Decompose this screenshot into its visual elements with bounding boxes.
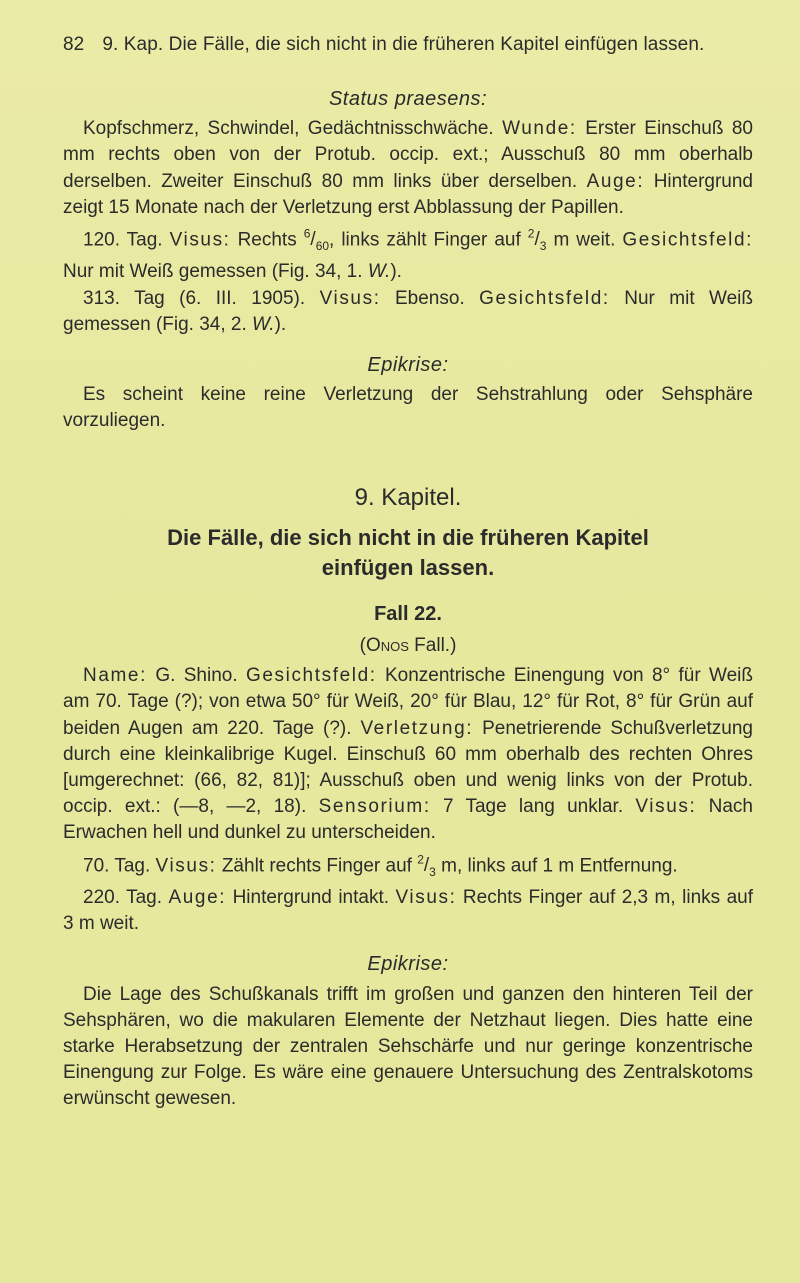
label-visus: Visus: [155,854,217,876]
epikrise-heading-2: Epikrise: [367,953,449,976]
case-paragraph-1: Name: G. Shino. Gesichtsfeld: Konzentrische Einengung von 8° für Weiß am 70. Tage (?); von etwa 50° für Weiß, 20° für Blau, 12° für Rot, 8° für Grün auf beiden Augen am 220. Tage (?). Verletzung: Penetrierende Schußverletzung durch eine kleinkalibrige Kugel. Einschuß 60 mm oberhalb des rechten Ohres [umgerechnet: (66, 82, 81)]; Ausschuß oben und wenig links von der Protub. occip. ext.: (—8, —2, 18). Sensorium: 7 Tage lang unklar. Visus: Nach Erwachen hell und dunkel zu unterscheiden. [63,665,753,844]
label-gesichtsfeld: Gesichtsfeld: [245,665,377,687]
label-sensorium: Sensorium: [318,796,431,818]
running-title: 9. Kap. Die Fälle, die sich nicht in die früheren Kapitel einfügen lassen. [102,34,705,55]
label-gesichtsfeld: Gesichtsfeld: [622,229,753,251]
label-gesichtsfeld: Gesichtsfeld: [479,287,610,309]
label-wunde: Wunde: [502,118,577,140]
label-visus: Visus: [169,229,231,251]
label-verletzung: Verletzung: [360,717,474,739]
label-auge: Auge: [168,886,227,908]
case-paragraph-2: 70. Tag. Visus: Zählt rechts Finger auf $^2/_3$ m, links auf 1 m Entfernung. [83,852,678,879]
fraction-2-3: $^2/_3$ [417,852,436,879]
running-head [63,34,743,56]
epikrise-paragraph: Es scheint keine reine Verletzung der Sehstrahlung oder Sehsphäre vorzuliegen. [63,384,753,432]
case-paragraph-3: 220. Tag. Auge: Hintergrund intakt. Visus: Rechts Finger auf 2,3 m, links auf 3 m weit. [63,886,754,935]
case-subtitle: (Onos Fall.) [359,634,457,656]
page-number: 82 [63,34,85,55]
status-paragraph-1: Kopfschmerz, Schwindel, Gedächtnisschwäche. Wunde: Erster Einschuß 80 mm rechts oben von der Protub. occip. ext.; Ausschuß 80 mm oberhalb derselben. Zweiter Einschuß 80 mm links über derselben. Auge: Hintergrund zeigt 15 Monate nach der Verletzung erst Abblassung der Papillen. [63,118,753,218]
fraction-6-60: $^6/_{60}$ [303,227,330,254]
status-praesens-heading: Status praesens: [328,88,488,110]
label-visus: Visus: [635,796,697,818]
epikrise-heading: Epikrise: [367,353,449,376]
label-auge: Auge: [586,170,645,192]
case-title: Fall 22. [374,602,442,625]
label-visus: Visus: [319,287,381,309]
epikrise-paragraph-2: Die Lage des Schußkanals trifft im großen und ganzen den hinteren Teil der Sehsphären, wo die makularen Elemente der Netzhaut liegen. Dies hatte eine starke Herabsetzung der zentralen Sehschärfe und nur geringe konzentrische Einengung zur Folge. Es wäre eine genauere Untersuchung des Zentralskotoms erwünscht gewesen. [63,983,753,1110]
page-content [63,86,753,1113]
chapter-title: Die Fälle, die sich nicht in die früheren Kapitel einfügen lassen. [167,524,649,580]
fraction-2-3: $^2/_3$ [527,227,547,254]
label-name: Name: [83,665,147,687]
status-paragraph-2: 120. Tag. Visus: Rechts $^6/_{60}$, links zählt Finger auf $^2/_3$ m weit. Gesichtsfeld: Nur mit Weiß gemessen (Fig. 34, 1. W.). [63,227,753,283]
label-visus: Visus: [395,886,457,908]
status-paragraph-3: 313. Tag (6. III. 1905). Visus: Ebenso. Gesichtsfeld: Nur mit Weiß gemessen (Fig. 34, 2. W.). [63,287,754,335]
chapter-number: 9. Kapitel. [354,483,462,511]
